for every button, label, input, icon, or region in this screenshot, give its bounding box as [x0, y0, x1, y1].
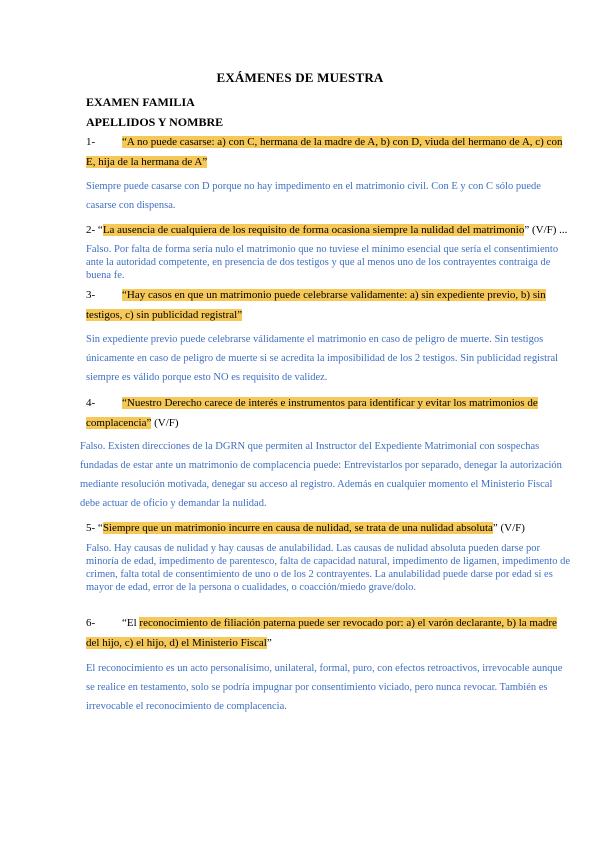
question-text: La ausencia de cualquiera de los requisito de forma ocasiona siempre la nulidad del matrimonio	[102, 224, 525, 236]
answer-5: Falso. Hay causas de nulidad y hay causas de anulabilidad. Las causas de nulidad absoluta pueden darse por minoría de edad, impedimento de parentesco, falta de capacidad natural, impedimento de ligamen, impedimento de crimen, falta total de consentimiento de uno o de los 2 contrayentes. La anulabilidad puede darse por edad si es mayor de edad, error de la persona o cualidades, o coacción/miedo grave/dolo.	[86, 543, 570, 593]
question-number: 3-	[86, 289, 96, 301]
question-6: 6- “El reconocimiento de filiación paterna puede ser revocado por: a) el varón declarante, b) la madre del hijo, c) el hijo, d) el Ministerio Fiscal”	[86, 613, 570, 653]
question-text: “Nuestro Derecho carece de interés e instrumentos para identificar y evitar los matrimonios de complacencia”	[86, 397, 538, 429]
question-text: Siempre que un matrimonio incurre en causa de nulidad, se trata de una nulidad absoluta	[102, 522, 493, 534]
page-title: EXÁMENES DE MUESTRA	[216, 70, 384, 85]
question-5: 5- “Siempre que un matrimonio incurre en causa de nulidad, se trata de una nulidad absoluta” (V/F)	[86, 522, 525, 534]
question-text: “A no puede casarse: a) con C, hermana de la madre de A, b) con D, viuda del hermano de A, c) con E, hija de la hermana de A”	[86, 136, 563, 168]
question-2: 2- “La ausencia de cualquiera de los requisito de forma ocasiona siempre la nulidad del matrimonio” (V/F) ...	[86, 224, 568, 236]
answer-6: El reconocimiento es un acto personalísimo, unilateral, formal, puro, con efectos retroactivos, irrevocable aunque se realice en testamento, solo se podría impugnar por consentimiento viciado, pero nunca revocar. También es irrevocable el reconocimiento de complacencia.	[86, 663, 563, 712]
question-number: 5-	[86, 522, 96, 534]
answer-3: Sin expediente previo puede celebrarse válidamente el matrimonio en caso de peligro de muerte. Sin testigos únicamente en caso de peligro de muerte si se acredita la imposibilidad de los 2 testigos. Sin publicidad registral siempre es válido porque esto NO es requisito de validez.	[86, 334, 559, 383]
question-number: 1-	[86, 136, 96, 148]
question-number: 4-	[86, 397, 96, 409]
question-1	[86, 132, 570, 172]
question-text: “Hay casos en que un matrimonio puede celebrarse validamente: a) sin expediente previo, b) sin testigos, c) sin publicidad registral”	[86, 289, 546, 321]
name-label: APELLIDOS Y NOMBRE	[86, 115, 224, 129]
answer-1: Siempre puede casarse con D porque no hay impedimento en el matrimonio civil. Con E y con C sólo puede casarse con dispensa.	[86, 181, 541, 211]
exam-subtitle: EXAMEN FAMILIA	[86, 95, 195, 109]
question-number: 6-	[86, 617, 96, 629]
answer-2: Falso. Por falta de forma sería nulo el matrimonio que no tuviese el mínimo esencial que sería el consentimiento ante la autoridad competente, en presencia de dos testigos y que al menos uno de los contrayentes contraiga de buena fe.	[86, 244, 559, 281]
question-3	[86, 285, 570, 325]
question-4: 4- “Nuestro Derecho carece de interés e instrumentos para identificar y evitar los matrimonios de complacencia” (V/F)	[86, 393, 570, 433]
answer-4: Falso. Existen direcciones de la DGRN que permiten al Instructor del Expediente Matrimonial con sospechas fundadas de estar ante un matrimonio de complacencia puede: Entrevistarlos por separado, denegar la autorización mediante resolución motivada, denegar su acceso al registro. Además en cualquier momento el Ministerio Fiscal debe actuar de oficio y demandar la nulidad.	[80, 441, 562, 509]
question-text: reconocimiento de filiación paterna puede ser revocado por: a) el varón declarante, b) la madre del hijo, c) el hijo, d) el Ministerio Fiscal	[86, 617, 557, 649]
question-number: 2-	[86, 224, 96, 236]
